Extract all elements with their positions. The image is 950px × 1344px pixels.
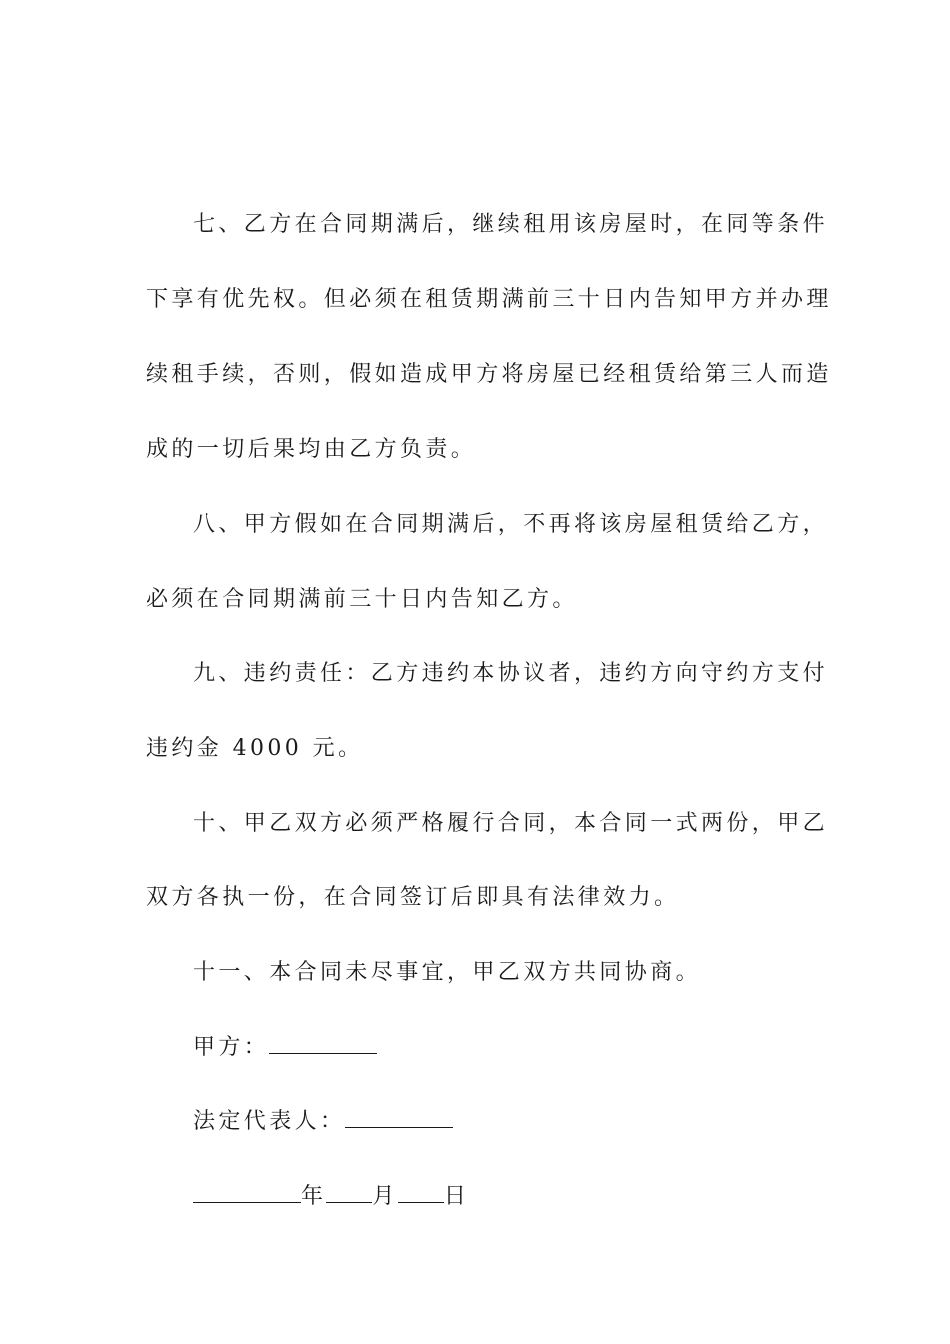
clause-7-line-3: 续租手续，否则，假如造成甲方将房屋已经租赁给第三人而造: [146, 362, 832, 387]
clause-7-line-1: 七、乙方在合同期满后，继续租用该房屋时，在同等条件: [193, 212, 829, 237]
clause-9-line-1: 九、违约责任：乙方违约本协议者，违约方向守约方支付: [193, 661, 829, 686]
legal-rep-signature-row: [193, 1107, 853, 1137]
clause-9-line-2: 违约金 4000 元。: [146, 736, 364, 761]
year-blank[interactable]: [193, 1182, 301, 1203]
month-label: 月: [372, 1184, 398, 1209]
party-a-label: 甲方：: [193, 1035, 270, 1060]
legal-rep-blank[interactable]: [345, 1107, 453, 1128]
day-label: 日: [443, 1184, 470, 1209]
legal-rep-label: 法定代表人：: [193, 1109, 346, 1134]
date-row: [193, 1182, 853, 1212]
clause-8-line-1: 八、甲方假如在合同期满后，不再将该房屋租赁给乙方，: [193, 512, 829, 537]
party-a-signature-row: [193, 1033, 853, 1063]
year-label: 年: [301, 1184, 327, 1209]
clause-7-line-2: 下享有优先权。但必须在租赁期满前三十日内告知甲方并办理: [146, 287, 832, 312]
clause-7-line-4: 成的一切后果均由乙方负责。: [146, 437, 477, 462]
party-a-blank[interactable]: [269, 1033, 377, 1054]
day-blank[interactable]: [398, 1182, 444, 1203]
month-blank[interactable]: [326, 1182, 372, 1203]
clause-8-line-2: 必须在合同期满前三十日内告知乙方。: [146, 587, 578, 612]
clause-11-line-1: 十一、本合同未尽事宜，甲乙双方共同协商。: [193, 960, 702, 985]
clause-10-line-2: 双方各执一份，在合同签订后即具有法律效力。: [146, 885, 680, 910]
clause-10-line-1: 十、甲乙双方必须严格履行合同，本合同一式两份，甲乙: [193, 811, 829, 836]
